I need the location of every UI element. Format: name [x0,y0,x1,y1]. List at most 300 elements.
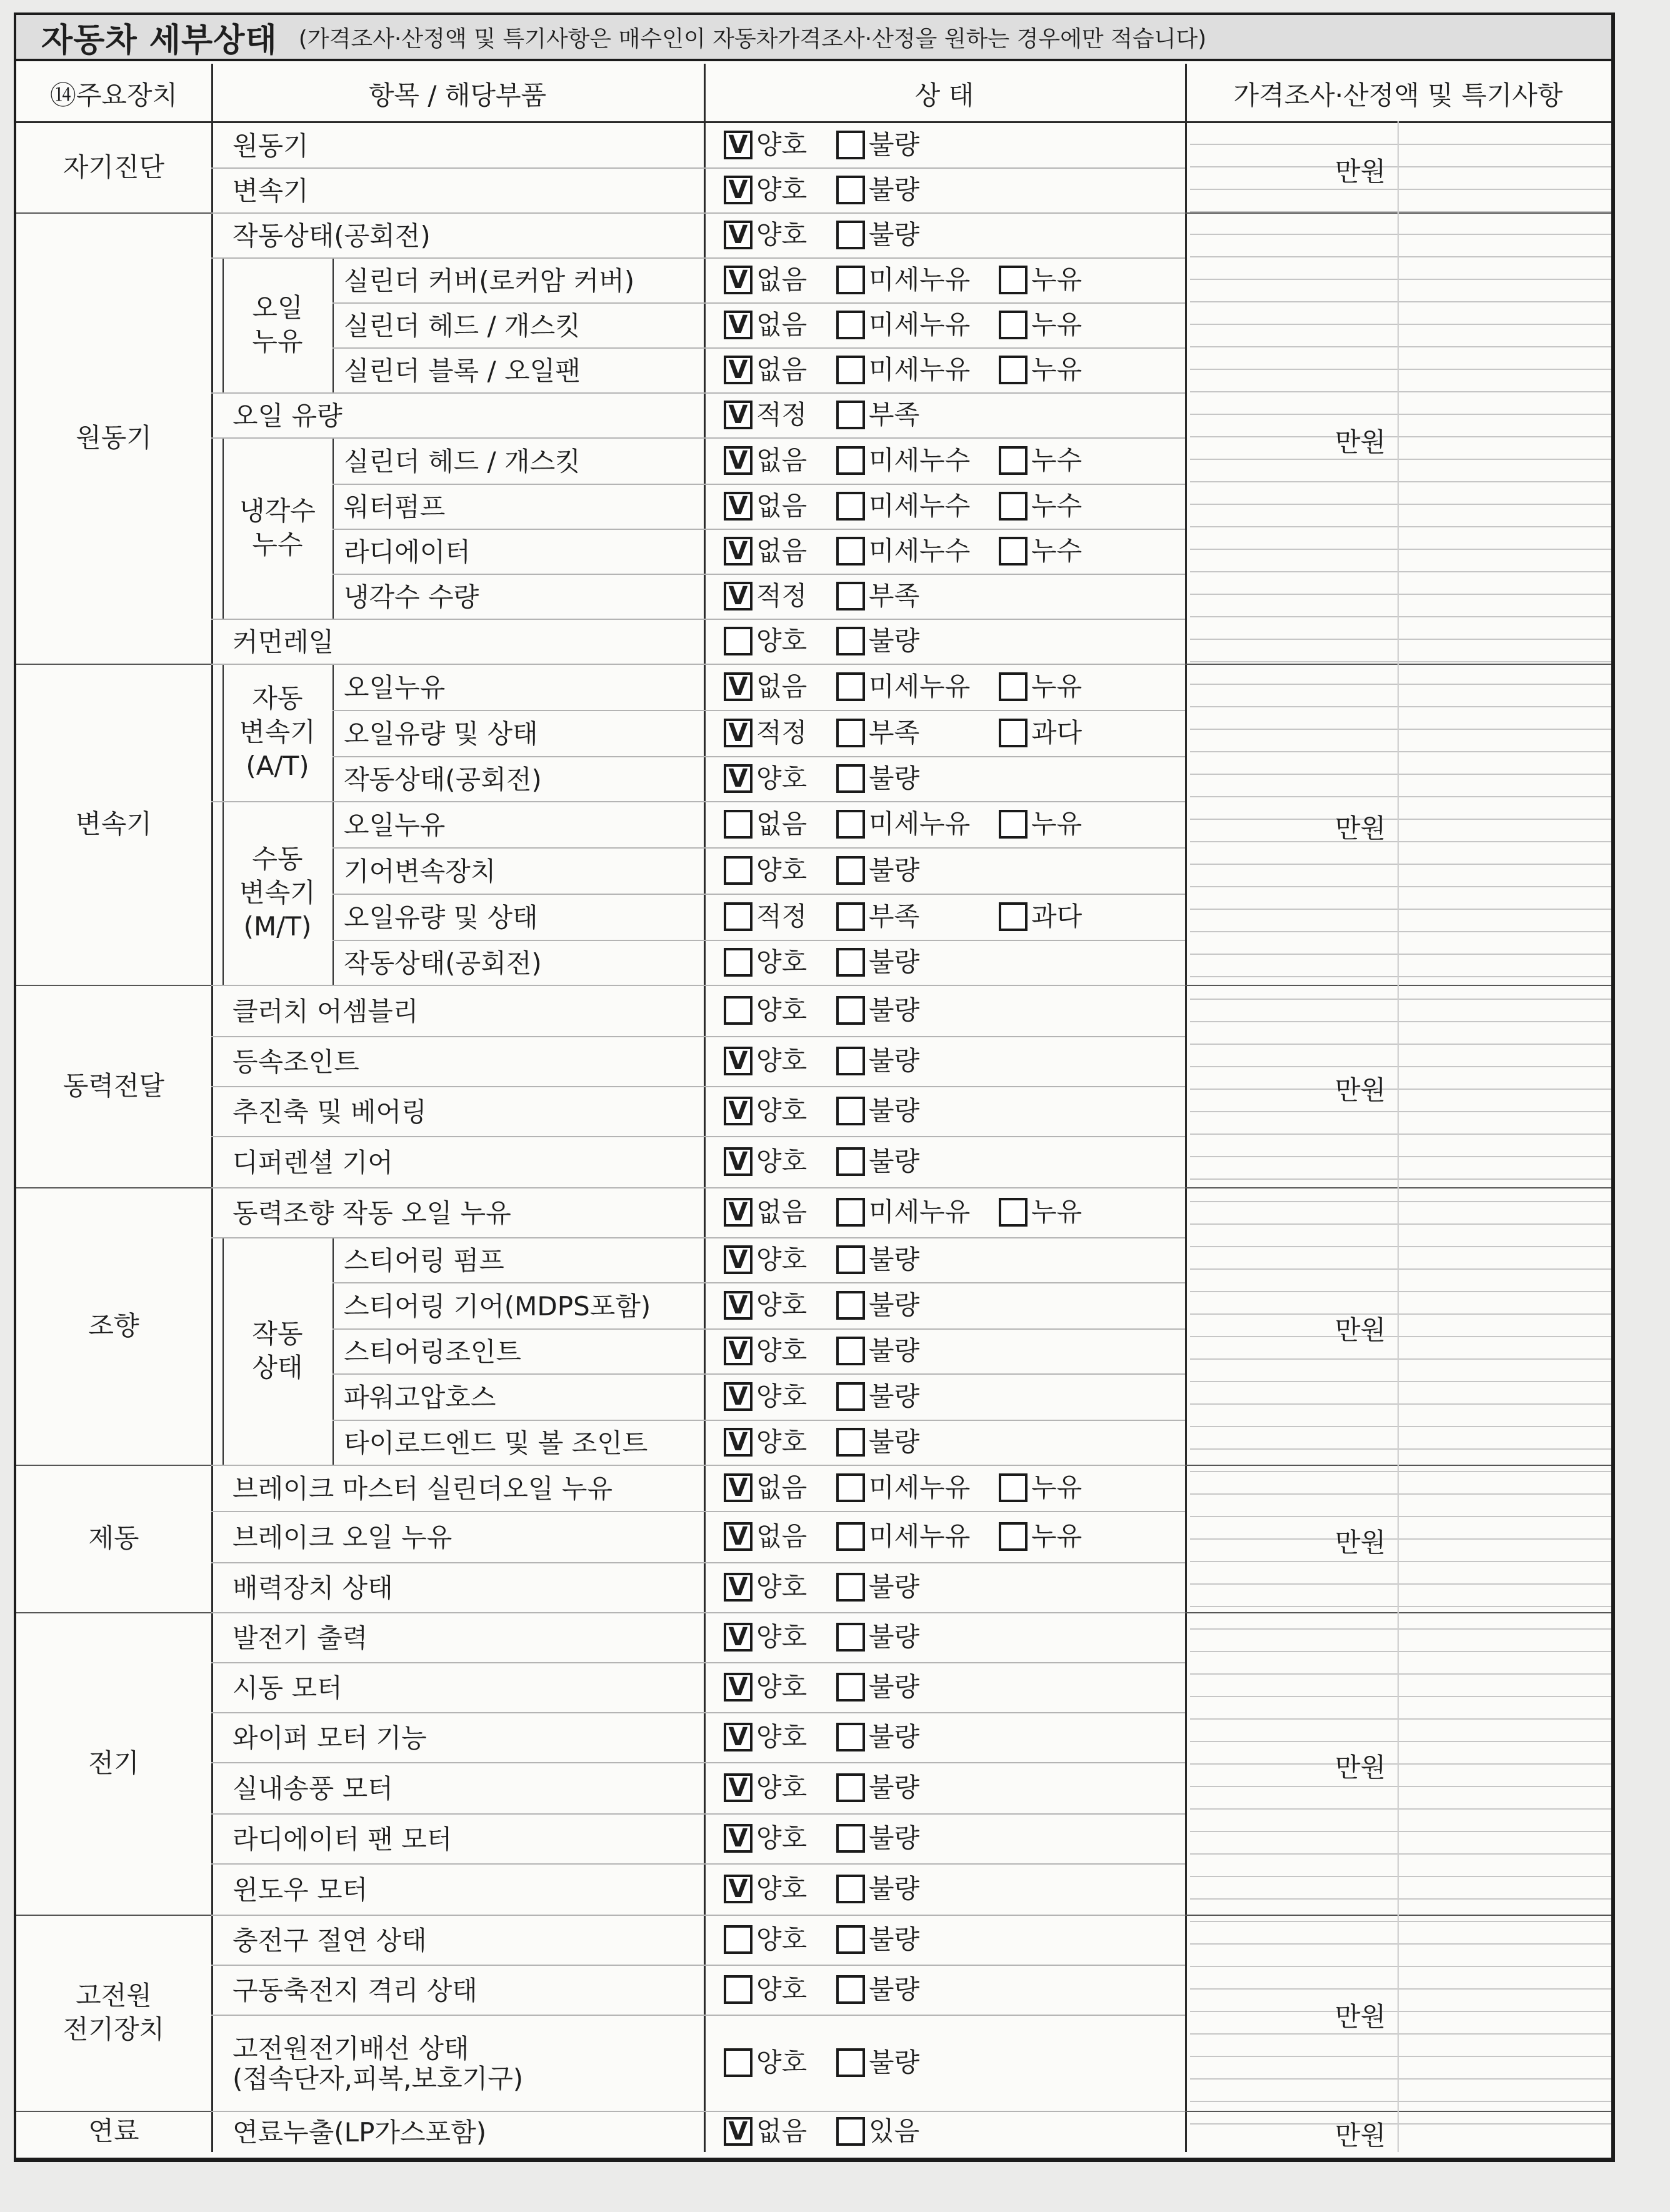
status-checkbox[interactable] [836,810,865,839]
status-checkbox[interactable]: V [724,401,752,429]
status-option-label: 양호 [756,129,808,160]
status-checkbox[interactable] [724,627,752,655]
status-option-label: 양호 [756,1974,808,2005]
price-unit-label: 만원 [1335,813,1386,844]
subgroup-right-line [332,801,334,985]
price-unit-label: 만원 [1335,1315,1386,1345]
price-ruled-line [1190,2033,1611,2035]
status-option-label: 없음 [756,354,808,385]
price-unit-label: 만원 [1335,2120,1386,2151]
price-ruled-line [1190,1921,1611,1922]
status-option-label: 없음 [756,491,808,521]
row-divider [211,1237,1185,1238]
price-ruled-line [1190,1246,1611,1247]
status-option-label: 양호 [756,1095,808,1126]
status-checkbox[interactable]: V [724,356,752,384]
status-option-label: 양호 [756,1671,808,1702]
row-divider [211,212,1185,214]
price-ruled-line [1190,1538,1611,1540]
status-checkbox[interactable] [724,948,752,977]
status-option-label: 불량 [869,1924,920,1955]
status-option-label: 적정 [756,580,808,611]
price-ruled-line [1190,1336,1611,1337]
status-option-label: 양호 [756,763,808,794]
status-checkbox[interactable]: V [724,1147,752,1176]
price-unit-label: 만원 [1335,1752,1386,1783]
status-option-label: 불량 [869,1671,920,1702]
status-option-label: 불량 [869,625,920,656]
status-checkbox[interactable] [836,1473,865,1502]
row-divider [211,2015,1185,2016]
category-label: 자기진단 [62,152,165,182]
status-checkbox[interactable] [999,902,1028,931]
status-checkbox[interactable] [836,764,865,793]
price-ruled-line [1190,1223,1611,1225]
status-option-label: 미세누유 [869,309,971,340]
row-divider [211,1612,1185,1613]
status-option-label: 없음 [756,671,808,702]
price-ruled-line [1190,1493,1611,1495]
row-item-label: 라디에이터 [344,537,471,567]
status-option-label: 불량 [869,947,920,977]
status-checkbox[interactable] [724,996,752,1025]
row-item-label: 디퍼렌셜 기어 [232,1147,393,1178]
status-checkbox[interactable] [836,311,865,339]
price-ruled-line [1190,414,1611,415]
status-checkbox[interactable] [836,948,865,977]
status-checkbox[interactable]: V [724,1047,752,1075]
status-checkbox[interactable] [836,176,865,204]
price-ruled-line [1190,976,1611,977]
status-checkbox[interactable] [836,1623,865,1652]
row-item-label: 오일누유 [344,810,446,840]
vehicle-detail-status-form [14,12,1615,2162]
price-ruled-line [1190,1696,1611,1697]
status-checkbox[interactable] [836,537,865,565]
status-checkbox[interactable] [836,1428,865,1457]
status-option-label: 부족 [869,399,920,430]
status-checkbox[interactable] [836,1047,865,1075]
status-checkbox[interactable]: V [724,582,752,610]
row-item-label: 실린더 커버(로커암 커버) [344,266,635,296]
price-ruled-line [1190,2078,1611,2080]
price-ruled-line [1190,1808,1611,1810]
price-ruled-line [1190,796,1611,797]
status-checkbox[interactable] [836,902,865,931]
status-checkbox[interactable] [836,672,865,701]
row-divider [332,894,1185,895]
row-divider [211,257,1185,259]
status-checkbox[interactable]: V [724,1522,752,1551]
status-checkbox[interactable]: V [724,1198,752,1227]
row-divider [332,847,1185,849]
status-checkbox[interactable] [836,1198,865,1227]
status-checkbox[interactable] [836,221,865,249]
status-checkbox[interactable] [999,537,1028,565]
status-option-label: 누유 [1031,1472,1082,1503]
price-ruled-line [1190,504,1611,505]
status-checkbox[interactable] [999,356,1028,384]
row-item-label: 타이로드엔드 및 볼 조인트 [344,1428,648,1458]
price-ruled-line [1190,346,1611,347]
status-checkbox[interactable] [836,492,865,521]
status-option-label: 미세누유 [869,1472,971,1503]
subgroup-left-line [222,664,224,801]
status-option-label: 불량 [869,1622,920,1652]
row-divider [211,2111,1185,2112]
status-option-label: 양호 [756,1772,808,1803]
status-checkbox[interactable] [999,1522,1028,1551]
status-option-label: 없음 [756,1197,808,1227]
status-checkbox[interactable]: V [724,1573,752,1602]
status-checkbox[interactable] [999,719,1028,747]
category-label: 변속기 [76,809,152,839]
row-item-label: 변속기 [232,176,309,206]
status-option-label: 부족 [869,717,920,748]
status-checkbox[interactable] [836,582,865,610]
status-option-label: 미세누수 [869,491,971,521]
status-option-label: 불량 [869,1335,920,1366]
status-checkbox[interactable] [836,996,865,1025]
status-option-label: 없음 [756,809,808,839]
status-option-label: 없음 [756,536,808,566]
status-option-label: 양호 [756,1572,808,1602]
status-checkbox[interactable]: V [724,1773,752,1802]
row-item-label: 고전원전기배선 상태 (접속단자,피복,보호기구) [232,2033,524,2094]
status-option-label: 누수 [1031,445,1082,476]
status-option-label: 양호 [756,1427,808,1457]
status-option-label: 불량 [869,1244,920,1275]
price-ruled-line [1190,549,1611,550]
status-checkbox[interactable]: V [724,1382,752,1411]
category-label: 고전원 전기장치 [62,1980,165,2045]
status-checkbox[interactable] [836,1337,865,1365]
status-checkbox[interactable] [836,1573,865,1602]
status-checkbox[interactable] [836,1824,865,1853]
status-option-label: 양호 [756,1823,808,1853]
status-option-label: 양호 [756,1721,808,1752]
status-checkbox[interactable] [724,856,752,885]
status-option-label: 양호 [756,1290,808,1320]
status-option-label: 불량 [869,1772,920,1803]
status-option-label: 누유 [1031,309,1082,340]
price-ruled-line [1190,594,1611,595]
status-checkbox[interactable] [836,1245,865,1274]
status-checkbox[interactable]: V [724,672,752,701]
category-label: 조향 [88,1310,139,1341]
status-option-label: 적정 [756,901,808,932]
status-option-label: 없음 [756,1472,808,1503]
status-checkbox[interactable]: V [724,492,752,521]
price-ruled-line [1190,1426,1611,1427]
row-item-label: 라디에이터 팬 모터 [232,1824,452,1855]
status-checkbox[interactable]: V [724,1337,752,1365]
status-option-label: 불량 [869,219,920,250]
row-divider [211,392,1185,394]
row-divider [332,1282,1185,1283]
status-checkbox[interactable] [724,1975,752,2004]
status-option-label: 누수 [1031,491,1082,521]
status-option-label: 부족 [869,580,920,611]
status-option-label: 양호 [756,1146,808,1177]
status-checkbox[interactable]: V [724,1723,752,1751]
status-option-label: 미세누유 [869,671,971,702]
price-ruled-line [1190,999,1611,1000]
row-divider [332,574,1185,575]
price-unit-label: 만원 [1335,2001,1386,2032]
price-ruled-line [1190,729,1611,730]
price-ruled-line [1190,1741,1611,1742]
status-option-label: 없음 [756,309,808,340]
status-checkbox[interactable]: V [724,1623,752,1652]
status-option-label: 적정 [756,399,808,430]
row-item-label: 오일유량 및 상태 [344,902,538,933]
row-item-label: 배력장치 상태 [232,1573,393,1603]
price-ruled-line [1190,931,1611,932]
status-option-label: 누유 [1031,1197,1082,1227]
status-checkbox[interactable]: V [724,764,752,793]
row-item-label: 오일 유량 [232,401,342,431]
row-item-label: 충전구 절연 상태 [232,1925,427,1956]
status-checkbox[interactable]: V [724,537,752,565]
price-ruled-line [1190,616,1611,617]
row-divider [211,1465,1185,1466]
category-label: 연료 [88,2116,139,2146]
status-option-label: 미세누수 [869,536,971,566]
status-option-label: 불량 [869,763,920,794]
status-checkbox[interactable] [836,266,865,294]
status-checkbox[interactable]: V [724,2117,752,2146]
status-checkbox[interactable] [836,131,865,159]
row-item-label: 오일누유 [344,672,446,703]
price-ruled-line [1190,751,1611,752]
status-option-label: 미세누유 [869,1197,971,1227]
status-checkbox[interactable] [724,810,752,839]
subgroup-label: 수동 변속기 (M/T) [239,844,316,942]
status-option-label: 불량 [869,1873,920,1904]
row-item-label: 작동상태(공회전) [344,764,542,795]
row-divider [211,1863,1185,1865]
subgroup-right-line [332,437,334,619]
status-checkbox[interactable] [836,2048,865,2077]
price-ruled-line [1190,1403,1611,1405]
status-option-label: 누유 [1031,354,1082,385]
status-checkbox[interactable]: V [724,1875,752,1903]
status-option-label: 양호 [756,1924,808,1955]
status-checkbox[interactable]: V [724,221,752,249]
status-checkbox[interactable] [836,1382,865,1411]
status-checkbox[interactable] [724,1925,752,1954]
price-ruled-line [1190,1831,1611,1832]
status-checkbox[interactable] [836,356,865,384]
status-checkbox[interactable] [999,672,1028,701]
status-checkbox[interactable] [836,719,865,747]
row-divider [332,302,1185,304]
price-ruled-line [1190,706,1611,707]
status-checkbox[interactable] [836,1097,865,1125]
status-checkbox[interactable] [836,1723,865,1751]
status-checkbox[interactable] [999,1198,1028,1227]
status-option-label: 과다 [1031,901,1082,932]
row-divider [211,985,1185,986]
price-ruled-line [1190,684,1611,685]
price-ruled-line [1190,1876,1611,1877]
status-option-label: 양호 [756,855,808,885]
price-ruled-line [1190,1111,1611,1112]
status-checkbox[interactable] [836,1147,865,1176]
status-checkbox[interactable]: V [724,131,752,159]
status-checkbox[interactable] [836,1773,865,1802]
row-divider [211,1813,1185,1815]
status-option-label: 미세누유 [869,264,971,295]
price-ruled-line [1190,1201,1611,1202]
status-checkbox[interactable] [836,627,865,655]
price-unit-label: 만원 [1335,1075,1386,1105]
price-ruled-line [1190,1943,1611,1945]
status-option-label: 불량 [869,1572,920,1602]
status-checkbox[interactable]: V [724,1245,752,1274]
status-checkbox[interactable]: V [724,1097,752,1125]
status-checkbox[interactable] [836,1291,865,1320]
price-ruled-line [1190,1291,1611,1292]
status-option-label: 불량 [869,1427,920,1457]
status-option-label: 없음 [756,445,808,476]
price-ruled-line [1190,301,1611,302]
status-checkbox[interactable]: V [724,266,752,294]
price-ruled-line [1190,1156,1611,1157]
price-ruled-line [1190,1089,1611,1090]
row-item-label: 실린더 헤드 / 개스킷 [344,311,581,341]
row-item-label: 등속조인트 [232,1047,359,1077]
status-checkbox[interactable] [836,2117,865,2146]
status-checkbox[interactable] [999,810,1028,839]
price-ruled-line [1190,1268,1611,1270]
row-item-label: 와이퍼 모터 기능 [232,1723,427,1753]
row-divider [211,1136,1185,1137]
category-label: 제동 [88,1523,139,1553]
status-checkbox[interactable]: V [724,1428,752,1457]
subgroup-label: 냉각수 누수 [239,496,316,560]
status-option-label: 불량 [869,995,920,1025]
price-ruled-line [1190,1066,1611,1067]
row-divider [332,529,1185,530]
row-item-label: 실린더 헤드 / 개스킷 [344,446,581,477]
price-ruled-line [1190,774,1611,775]
status-checkbox[interactable] [836,1673,865,1701]
price-ruled-line [1190,144,1611,145]
status-option-label: 불량 [869,855,920,885]
price-ruled-line [1190,1381,1611,1382]
subgroup-right-line [332,257,334,392]
status-option-label: 불량 [869,2047,920,2078]
price-ruled-line [1190,954,1611,955]
subgroup-label: 오일 누유 [252,292,303,357]
row-divider [332,1373,1185,1375]
price-ruled-line [1190,2011,1611,2012]
status-option-label: 없음 [756,2116,808,2146]
status-checkbox[interactable] [836,1875,865,1903]
status-option-label: 양호 [756,1244,808,1275]
price-ruled-line [1190,1988,1611,1990]
status-checkbox[interactable] [836,1975,865,2004]
row-divider [211,437,1185,439]
status-checkbox[interactable] [836,1522,865,1551]
status-option-label: 불량 [869,1146,920,1177]
row-item-label: 작동상태(공회전) [232,221,431,251]
status-checkbox[interactable] [999,492,1028,521]
status-checkbox[interactable] [836,856,865,885]
price-ruled-line [1190,1718,1611,1720]
status-checkbox[interactable] [999,446,1028,475]
header-item: 항목 / 해당부품 [368,80,547,111]
price-ruled-line [1190,1628,1611,1630]
price-ruled-line [1190,279,1611,280]
status-checkbox[interactable]: V [724,446,752,475]
row-divider [332,756,1185,757]
status-checkbox[interactable] [836,446,865,475]
status-option-label: 불량 [869,1721,920,1752]
status-table [16,15,1611,2158]
status-checkbox[interactable] [999,311,1028,339]
row-divider [211,167,1185,169]
status-checkbox[interactable] [836,1925,865,1954]
status-option-label: 양호 [756,1381,808,1412]
status-option-label: 누유 [1031,1521,1082,1552]
status-option-label: 양호 [756,1873,808,1904]
price-ruled-line [1190,1966,1611,1967]
status-checkbox[interactable] [724,2048,752,2077]
status-checkbox[interactable]: V [724,1291,752,1320]
status-checkbox[interactable]: V [724,719,752,747]
status-checkbox[interactable] [724,902,752,931]
price-ruled-line [1190,481,1611,482]
status-option-label: 미세누유 [869,354,971,385]
price-ruled-line [1190,639,1611,640]
price-ruled-line [1190,1898,1611,1900]
row-divider [211,801,1185,802]
price-ruled-line [1190,841,1611,842]
status-checkbox[interactable] [836,401,865,429]
price-ruled-line [1190,1763,1611,1765]
price-ruled-line [1190,369,1611,370]
status-checkbox[interactable]: V [724,1673,752,1701]
price-ruled-line [1190,526,1611,527]
price-ruled-line [1190,571,1611,572]
status-checkbox[interactable]: V [724,1824,752,1853]
row-item-label: 스티어링조인트 [344,1337,522,1367]
subgroup-label: 작동 상태 [252,1318,303,1383]
row-divider [332,484,1185,485]
price-ruled-line [1190,2101,1611,2102]
status-option-label: 양호 [756,995,808,1025]
status-checkbox[interactable]: V [724,1473,752,1502]
status-checkbox[interactable]: V [724,176,752,204]
price-ruled-line [1190,909,1611,910]
status-checkbox[interactable] [999,266,1028,294]
row-item-label: 추진축 및 베어링 [232,1097,427,1127]
row-divider [332,347,1185,349]
status-option-label: 불량 [869,1095,920,1126]
price-ruled-line [1190,324,1611,325]
status-option-label: 미세누수 [869,445,971,476]
status-option-label: 불량 [869,1823,920,1853]
status-option-label: 없음 [756,264,808,295]
status-option-label: 있음 [869,2116,920,2146]
status-checkbox[interactable] [999,1473,1028,1502]
status-option-label: 누유 [1031,264,1082,295]
status-checkbox[interactable]: V [724,311,752,339]
price-ruled-line [1190,1313,1611,1315]
